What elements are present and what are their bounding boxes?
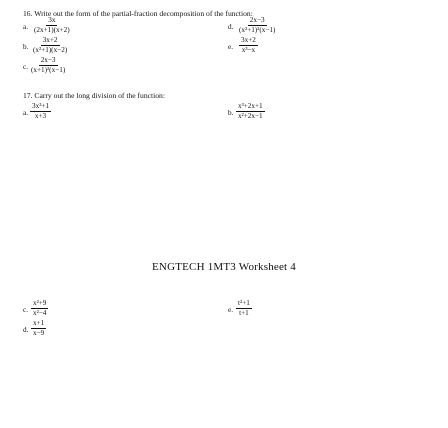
q17a-fraction — [30, 103, 51, 120]
q17c-denominator: x²−4 — [33, 309, 47, 318]
q17e-denominator: t+1 — [239, 309, 249, 318]
q17a-label: a. — [23, 109, 28, 117]
q16a-denominator: (2x+1)(x+2) — [34, 26, 70, 35]
q17c-fraction — [31, 300, 48, 317]
q17b-denominator: x²+2x−1 — [238, 112, 263, 121]
q17c-numerator: x²+9 — [31, 300, 48, 309]
q17b-fraction — [236, 103, 265, 120]
q17a-denominator: x+3 — [34, 112, 47, 121]
q17b-numerator: x³+2x+1 — [236, 103, 265, 112]
q16b-fraction — [33, 37, 67, 54]
worksheet-title: ENGTECH 1MT3 Worksheet 4 — [152, 261, 296, 273]
q16d-fraction — [239, 17, 275, 34]
q16e-denominator: x³−x — [241, 46, 256, 55]
q17d-numerator: x+1 — [31, 320, 46, 329]
q17e-fraction — [236, 300, 252, 317]
q16c-numerator: 2x−3 — [39, 57, 58, 66]
q17c-label: c. — [23, 306, 28, 314]
q16-prompt: 16. Write out the form of the partial-fraction decomposition of the function: — [23, 9, 253, 18]
q16d-denominator: (x²+1)²(x−1) — [239, 26, 276, 35]
q16d-label: d. — [228, 23, 234, 31]
q16b-label: b. — [23, 43, 29, 51]
q17d-denominator: x−9 — [33, 329, 45, 338]
q17b-label: b. — [228, 109, 234, 117]
q17e-label: e. — [228, 306, 233, 314]
q16c-denominator: (x+1)²(x−1) — [31, 66, 66, 75]
q16c-label: c. — [23, 63, 28, 71]
q16c-fraction — [31, 57, 65, 74]
q16a-label: a. — [23, 23, 28, 31]
q16e-fraction — [239, 37, 258, 54]
q16a-fraction — [34, 17, 70, 34]
q17d-fraction — [31, 320, 46, 337]
q16b-denominator: (x²+1)(x−2) — [33, 46, 68, 55]
q16a-numerator: 3x — [46, 17, 57, 26]
q17e-numerator: t²+1 — [236, 300, 252, 309]
q16d-numerator: 2x−3 — [248, 17, 267, 26]
q16e-numerator: 3x+2 — [239, 37, 258, 46]
q17a-numerator: 3x³+1 — [30, 103, 51, 112]
q17-prompt: 17. Carry out the long division of the function: — [23, 91, 165, 100]
q16b-numerator: 3x+2 — [41, 37, 60, 46]
q17d-label: d. — [23, 326, 29, 334]
q16e-label: e. — [228, 43, 233, 51]
